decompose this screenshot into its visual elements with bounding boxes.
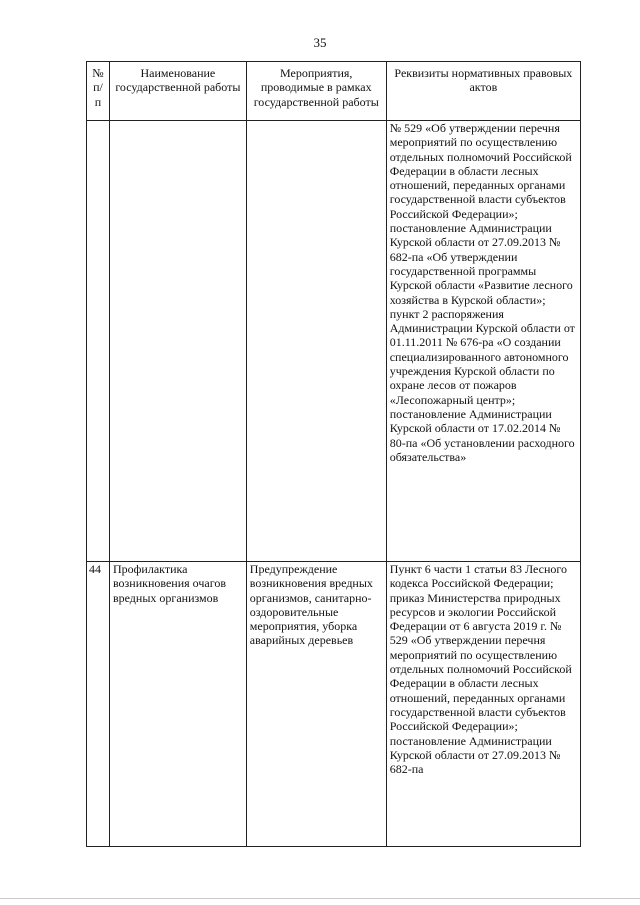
row-requisites: Пункт 6 части 1 статьи 83 Лесного кодекса Российской Федерации; приказ Министерства природных ресурсов и экологии Российской Федерации от 6 августа 2019 г. № 529 «Об утверждении перечня мероприятий по осуществлению отдельных полномочий Российской Федерации в области лесных отношений, переданных органами государственной власти субъектов Российской Федерации»; постановление Администрации Курской области от 27.09.2013 № 682-па xyxy=(386,562,580,847)
row-name: Профилактика возникновения очагов вредных организмов xyxy=(109,562,246,847)
header-num: № п/п xyxy=(87,62,110,121)
table-row xyxy=(87,121,581,562)
header-name: Наименование государственной работы xyxy=(109,62,246,121)
row-activities xyxy=(246,121,386,562)
table-header-row xyxy=(87,62,581,121)
row-activities: Предупреждение возникновения вредных организмов, санитарно-оздоровительные мероприятия, уборка аварийных деревьев xyxy=(246,562,386,847)
row-num: 44 xyxy=(87,562,110,847)
row-num xyxy=(87,121,110,562)
header-requisites: Реквизиты нормативных правовых актов xyxy=(386,62,580,121)
page-number: 35 xyxy=(313,35,327,50)
header-activities: Мероприятия, проводимые в рамках государственной работы xyxy=(246,62,386,121)
row-requisites: № 529 «Об утверждении перечня мероприятий по осуществлению отдельных полномочий Российской Федерации в области лесных отношений, переданных органами государственной власти субъектов Российской Федерации»; постановление Администрации Курской области от 27.09.2013 № 682-па «Об утверждении государственной программы Курской области «Развитие лесного хозяйства в Курской области»; пункт 2 распоряжения Администрации Курской области от 01.11.2011 № 676-ра «О создании специализированного автономного учреждения Курской области по охране лесов от пожаров «Лесопожарный центр»; постановление Администрации Курской области от 17.02.2014 № 80-па «Об установлении расходного обязательства» xyxy=(386,121,580,562)
regulations-table xyxy=(86,61,581,847)
row-name xyxy=(109,121,246,562)
table-row xyxy=(87,562,581,847)
page-bottom-edge xyxy=(0,898,640,899)
